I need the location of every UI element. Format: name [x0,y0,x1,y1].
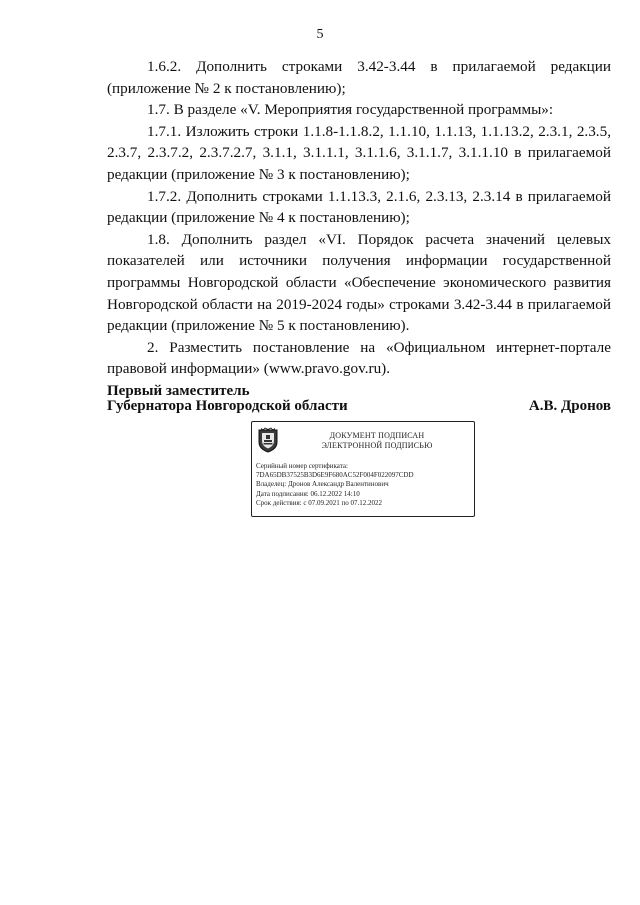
owner: Владелец: Дронов Александр Валентинович [256,480,389,489]
paragraph-1-7-2: 1.7.2. Дополнить строками 1.1.13.3, 2.1.6, 2.3.13, 2.3.14 в прилагаемой редакции (приложение № 4 к постановлению); [107,187,611,227]
paragraph-1-7-1: 1.7.1. Изложить строки 1.1.8-1.1.8.2, 1.1.10, 1.1.13, 1.1.13.2, 2.3.1, 2.3.5, 2.3.7, 2.3.7.2, 2.3.7.2.7, 3.1.1, 3.1.1.1, 3.1.1.6, 3.1.1.7, 3.1.1.10 в прилагаемой редакции (приложение № 3 к постановлению); [107,122,611,183]
stamp-title: ДОКУМЕНТ ПОДПИСАН ЭЛЕКТРОННОЙ ПОДПИСЬЮ [321,431,433,450]
serial-label: Серийный номер сертификата: [256,462,348,470]
page-number: 5 [316,27,324,42]
stamp-details [256,462,472,508]
paragraph-1-8: 1.8. Дополнить раздел «VI. Порядок расчета значений целевых показателей или источники получения информации государственной программы Новгородской области «Обеспечение экономического развития Новгородской области на 2019-2024 годы» строками 3.42-3.44 в прилагаемой редакции (приложение № 5 к постановлению). [107,230,611,335]
signed-date: Дата подписания: 06.12.2022 14:10 [256,489,360,498]
coat-of-arms-icon [257,427,279,453]
signer-name: А.В. Дронов [528,398,611,414]
signature-block [107,384,611,414]
electronic-signature-stamp [251,421,475,517]
paragraph-1-7: 1.7. В разделе «V. Мероприятия государственной программы»: [147,101,554,119]
serial-value: 7DA65DB37525B3D6E9F680AC52F004F022097CDD [256,471,414,480]
paragraph-1-6-2: 1.6.2. Дополнить строками 3.42-3.44 в прилагаемой редакции (приложение № 2 к постановлению); [107,58,611,97]
document-body [107,56,611,380]
signer-position-line2: Губернатора Новгородской области [107,398,348,414]
signer-position-line1: Первый заместитель [107,383,250,399]
paragraph-2: 2. Разместить постановление на «Официальном интернет-портале правовой информации» (www.pravo.gov.ru). [107,338,611,378]
validity: Срок действия: с 07.09.2021 по 07.12.2022 [256,498,382,507]
